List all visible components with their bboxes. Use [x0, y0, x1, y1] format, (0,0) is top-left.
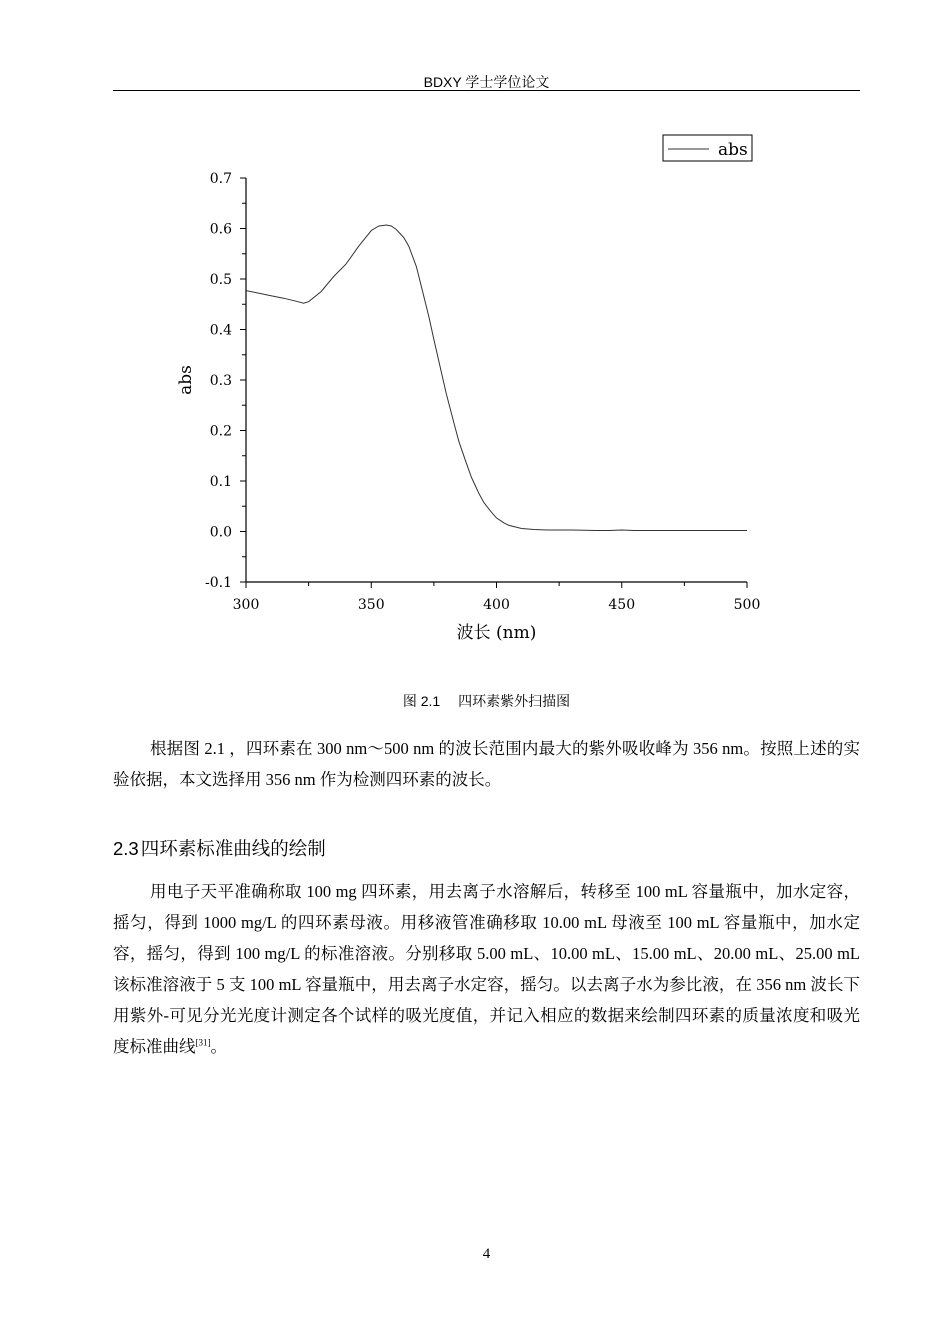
page-number: 4	[482, 1246, 491, 1262]
chart-series-layer	[246, 225, 747, 531]
citation: [31]	[195, 1037, 211, 1048]
y-tick-label: 0.3	[209, 373, 232, 389]
section-number: 2.3	[113, 838, 139, 859]
chart-axes	[246, 178, 747, 582]
chart-ticks	[205, 171, 760, 613]
y-tick-label: 0.5	[209, 272, 232, 288]
section-heading	[113, 835, 326, 861]
x-tick-label: 300	[232, 597, 260, 613]
y-tick-label: 0.7	[209, 171, 232, 187]
y-axis-label: abs	[176, 365, 196, 395]
uv-scan-chart	[160, 125, 800, 655]
paragraph-procedure	[113, 876, 860, 1062]
running-header: BDXY 学士学位论文	[423, 74, 550, 90]
x-axis-label: 波长 (nm)	[456, 623, 537, 643]
x-tick-label: 500	[733, 597, 761, 613]
y-tick-label: 0.6	[209, 221, 232, 238]
paragraph-figure-discussion: 根据图 2.1 ，四环素在 300 nm～500 nm 的波长范围内最大的紫外吸收峰为 356 nm。按照上述的实验依据，本文选择用 356 nm 作为检测四环素的波长。	[113, 739, 860, 789]
procedure-text: 用电子天平准确称取 100 mg 四环素，用去离子水溶解后，转移至 100 mL 容量瓶中，加水定容，摇匀，得到 1000 mg/L 的四环素母液。用移液管准确移取 10.00 mL 母液至 100 mL 容量瓶中，加水定容，摇匀，得到 100 mg/L 的标准溶液。分别移取 5.00 mL、10.00 mL、15.00 mL、20.00 mL、25.00 mL 该标准溶液于 5 支 100 mL 容量瓶中，用去离子水定容，摇匀。以去离子水为参比液，在 356 nm 波长下用紫外-可见分光光度计测定各个试样的吸光度值，并记入相应的数据来绘制四环素的质量浓度和吸光度标准曲线	[113, 882, 860, 1056]
procedure-end: 。	[210, 1037, 227, 1056]
figure-number: 图 2.1	[402, 693, 441, 709]
figure-title: 四环素紫外扫描图	[458, 693, 571, 709]
section-title: 四环素标准曲线的绘制	[140, 838, 326, 859]
x-tick-label: 400	[483, 597, 510, 613]
chart-legend	[663, 135, 752, 161]
y-tick-label: -0.1	[205, 575, 232, 591]
y-tick-label: 0.2	[209, 423, 232, 440]
header-rule	[113, 90, 860, 91]
series-line-abs	[246, 225, 747, 531]
y-tick-label: 0.0	[209, 524, 232, 541]
figure-caption	[113, 691, 860, 711]
x-tick-label: 350	[357, 597, 385, 613]
y-tick-label: 0.4	[209, 322, 232, 339]
y-tick-label: 0.1	[209, 474, 232, 490]
legend-label: abs	[718, 140, 748, 160]
x-tick-label: 450	[608, 597, 636, 613]
